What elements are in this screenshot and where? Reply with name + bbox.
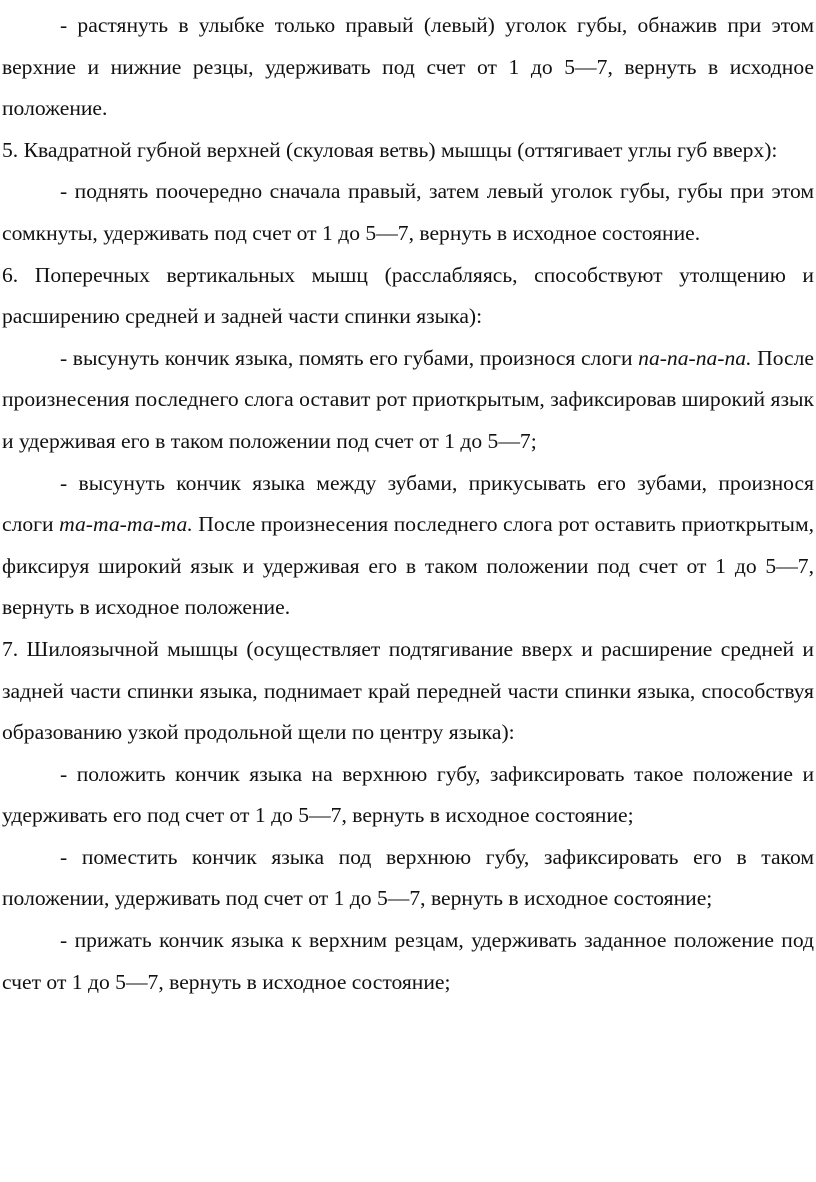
- heading-item-6: [2, 255, 814, 338]
- paragraph-text: - растянуть в улыбке только правый (левый) уголок губы, обнажив при этом верхние и нижние резцы, удерживать под счет от 1 до 5—7, вернуть в исходное положение.: [2, 13, 814, 121]
- paragraph-tongue-upper-lip: [2, 754, 814, 837]
- syllables-italic: та-та-та-та.: [59, 512, 193, 537]
- paragraph-text: - поместить кончик языка под верхнюю губу, зафиксировать его в таком положении, удерживать под счет от 1 до 5—7, вернуть в исходное состояние;: [2, 844, 814, 911]
- heading-item-7: [2, 629, 814, 754]
- syllables-italic: па-па-па-па.: [638, 345, 752, 370]
- paragraph-text: - высунуть кончик языка, помять его губами, произнося слоги: [60, 345, 639, 370]
- paragraph-text: 7. Шилоязычной мышцы (осуществляет подтягивание вверх и расширение средней и задней части спинки языка, поднимает край передней части спинки языка, способствуя образованию узкой продольной щели по центру языка):: [2, 636, 814, 745]
- paragraph-text: После произнесения последнего слога оставит рот приоткрытым, зафиксировав широкий язык и удерживая его в таком положении под счет от 1 до 5—7;: [2, 345, 814, 453]
- paragraph-text: - поднять поочередно сначала правый, затем левый уголок губы, губы при этом сомкнуты, удерживать под счет от 1 до 5—7, вернуть в исходное состояние.: [2, 179, 814, 245]
- paragraph-text: После произнесения последнего слога рот оставить приоткрытым, фиксируя широкий язык и удерживая его в таком положении под счет от 1 до 5—7, вернуть в исходное положение.: [2, 512, 815, 620]
- heading-item-5: [2, 130, 814, 172]
- paragraph-lip-corner-smile: [2, 5, 814, 130]
- paragraph-text: - положить кончик языка на верхнюю губу, зафиксировать такое положение и удерживать его под счет от 1 до 5—7, вернуть в исходное состояние;: [2, 761, 814, 828]
- paragraph-text: - высунуть кончик языка между зубами, прикусывать его зубами, произнося слоги: [2, 470, 814, 537]
- paragraph-text: 6. Поперечных вертикальных мышц (расслабляясь, способствуют утолщению и расширению средней и задней части спинки языка):: [2, 262, 814, 329]
- paragraph-text: - прижать кончик языка к верхним резцам, удерживать заданное положение под счет от 1 до 5—7, вернуть в исходное состояние;: [2, 928, 814, 994]
- paragraph-raise-lip-corners: [2, 171, 814, 254]
- paragraph-tongue-incisors: [2, 920, 814, 1003]
- paragraph-tongue-under-lip: [2, 837, 814, 920]
- paragraph-ta-syllables: [2, 463, 814, 629]
- paragraph-text: 5. Квадратной губной верхней (скуловая ветвь) мышцы (оттягивает углы губ вверх):: [2, 137, 778, 162]
- paragraph-pa-syllables: [2, 338, 814, 463]
